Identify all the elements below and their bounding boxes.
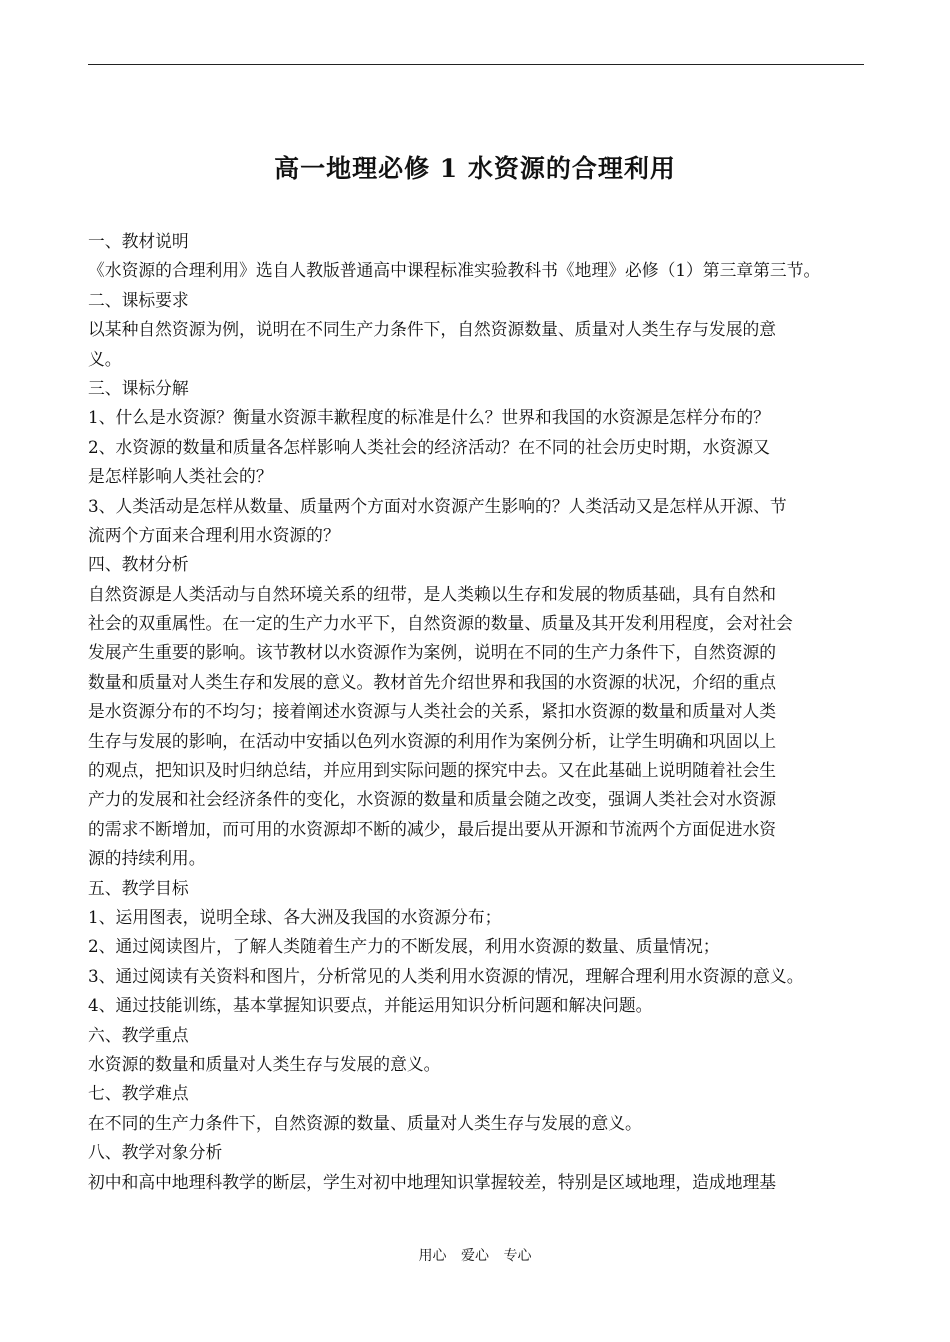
- section-heading: 三、课标分解: [88, 377, 189, 398]
- list-item: 3、通过阅读有关资料和图片，分析常见的人类利用水资源的情况，理解合理利用水资源的意义。: [88, 965, 804, 986]
- list-item: 1、运用图表，说明全球、各大洲及我国的水资源分布；: [88, 906, 502, 927]
- section-heading: 一、教材说明: [88, 231, 189, 251]
- section-heading: 八、教学对象分析: [88, 1142, 223, 1163]
- page-footer: 用心 爱心 专心: [418, 1248, 532, 1264]
- paragraph-line: 的观点，把知识及时归纳总结，并应用到实际问题的探究中去。又在此基础上说明随着社会生: [88, 760, 777, 781]
- header-rule: [88, 64, 864, 65]
- list-item: 3、人类活动是怎样从数量、质量两个方面对水资源产生影响的？人类活动又是怎样从开源、节: [88, 495, 787, 516]
- paragraph-line: 水资源的数量和质量对人类生存与发展的意义。: [88, 1053, 441, 1074]
- section-heading: 五、教学目标: [88, 877, 189, 898]
- paragraph-line: 产力的发展和社会经济条件的变化，水资源的数量和质量会随之改变，强调人类社会对水资源: [88, 789, 777, 810]
- paragraph-line: 的需求不断增加，而可用的水资源却不断的减少，最后提出要从开源和节流两个方面促进水资: [88, 818, 777, 839]
- list-item: 流两个方面来合理利用水资源的？: [88, 524, 340, 545]
- document-body: [88, 227, 878, 1197]
- paragraph-line: 在不同的生产力条件下，自然资源的数量、质量对人类生存与发展的意义。: [88, 1112, 642, 1133]
- list-item: 1、什么是水资源？衡量水资源丰歉程度的标准是什么？世界和我国的水资源是怎样分布的？: [88, 407, 770, 428]
- section-heading: 二、课标要求: [88, 289, 189, 310]
- section-heading: 七、教学难点: [88, 1083, 189, 1104]
- paragraph-line: 源的持续利用。: [88, 848, 206, 869]
- list-item: 是怎样影响人类社会的？: [88, 466, 273, 487]
- list-item: 4、通过技能训练，基本掌握知识要点，并能运用知识分析问题和解决问题。: [88, 995, 653, 1016]
- paragraph-line: 是水资源分布的不均匀；接着阐述水资源与人类社会的关系，紧扣水资源的数量和质量对人类: [88, 701, 777, 722]
- paragraph-line: 发展产生重要的影响。该节教材以水资源作为案例，说明在不同的生产力条件下，自然资源的: [88, 642, 777, 663]
- paragraph-line: 生存与发展的影响，在活动中安插以色列水资源的利用作为案例分析，让学生明确和巩固以上: [88, 730, 777, 751]
- paragraph-line: 初中和高中地理科教学的断层，学生对初中地理知识掌握较差，特别是区域地理，造成地理基: [88, 1171, 777, 1192]
- paragraph-line: 《水资源的合理利用》选自人教版普通高中课程标准实验教科书《地理》必修（1）第三章第三节。: [88, 260, 821, 281]
- section-heading: 四、教材分析: [88, 554, 189, 575]
- paragraph-line: 自然资源是人类活动与自然环境关系的纽带，是人类赖以生存和发展的物质基础，具有自然和: [88, 583, 777, 604]
- list-item: 2、通过阅读图片，了解人类随着生产力的不断发展，利用水资源的数量、质量情况；: [88, 936, 720, 957]
- paragraph-line: 社会的双重属性。在一定的生产力水平下，自然资源的数量、质量及其开发利用程度，会对社会: [88, 613, 793, 634]
- document-title: 高一地理必修 1 水资源的合理利用: [274, 153, 676, 183]
- section-heading: 六、教学重点: [88, 1024, 189, 1045]
- paragraph-line: 义。: [88, 348, 122, 369]
- paragraph-line: 数量和质量对人类生存和发展的意义。教材首先介绍世界和我国的水资源的状况，介绍的重点: [88, 671, 777, 692]
- list-item: 2、水资源的数量和质量各怎样影响人类社会的经济活动？在不同的社会历史时期，水资源又: [88, 436, 770, 457]
- paragraph-line: 以某种自然资源为例，说明在不同生产力条件下，自然资源数量、质量对人类生存与发展的意: [88, 319, 777, 340]
